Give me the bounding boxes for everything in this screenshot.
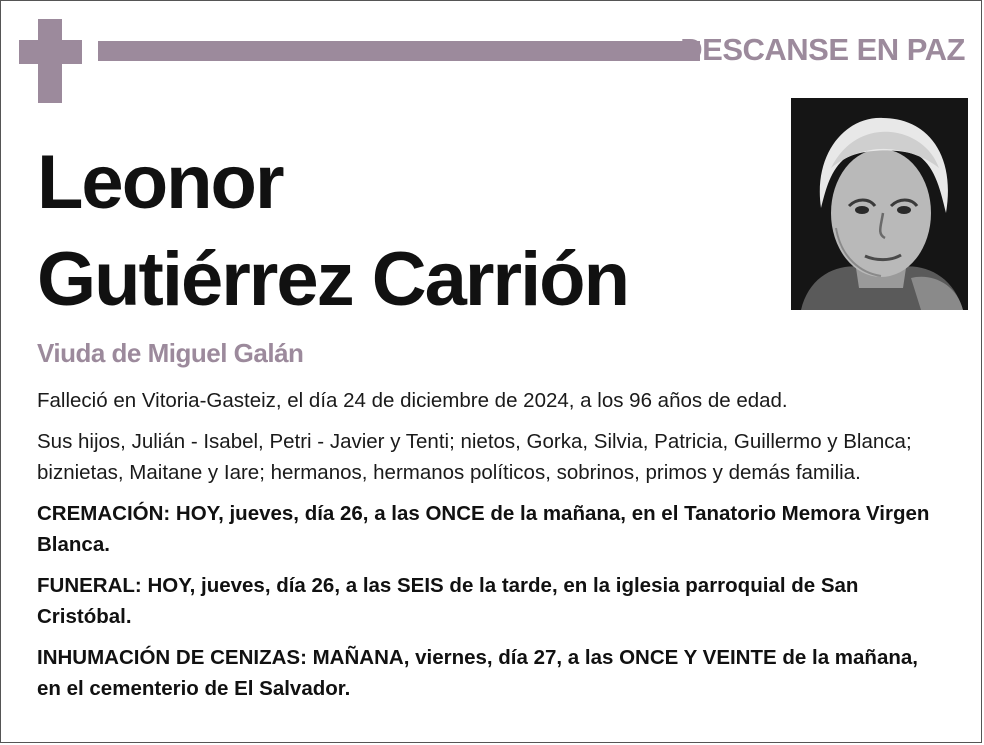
- burial-details: INHUMACIÓN DE CENIZAS: MAÑANA, viernes, día 27, a las ONCE Y VEINTE de la mañana, en el cementerio de El Salvador.: [37, 645, 918, 700]
- cross-horizontal-bar: [19, 40, 82, 64]
- family-list: Sus hijos, Julián - Isabel, Petri - Javier y Tenti; nietos, Gorka, Silvia, Patricia, Guillermo y Blanca; biznietas, Maitane y Iare; hermanos, hermanos políticos, sobrinos, primos y demás familia.: [37, 429, 912, 484]
- cremation-details: CREMACIÓN: HOY, jueves, día 26, a las ONCE de la mañana, en el Tanatorio Memora Virgen Blanca.: [37, 501, 930, 556]
- header-label: DESCANSE EN PAZ: [680, 32, 965, 67]
- widow-of-line: Viuda de Miguel Galán: [37, 338, 304, 368]
- header-rule: [98, 41, 700, 61]
- death-announcement: Falleció en Vitoria-Gasteiz, el día 24 de diciembre de 2024, a los 96 años de edad.: [37, 389, 788, 412]
- notice-body: [37, 385, 947, 714]
- deceased-name: [37, 134, 628, 328]
- portrait-photo: [791, 98, 968, 310]
- deceased-first-name: Leonor: [37, 140, 283, 225]
- portrait-image: [791, 98, 968, 310]
- deceased-surnames: Gutiérrez Carrión: [37, 237, 629, 322]
- funeral-details: FUNERAL: HOY, jueves, día 26, a las SEIS de la tarde, en la iglesia parroquial de San Cristóbal.: [37, 573, 859, 628]
